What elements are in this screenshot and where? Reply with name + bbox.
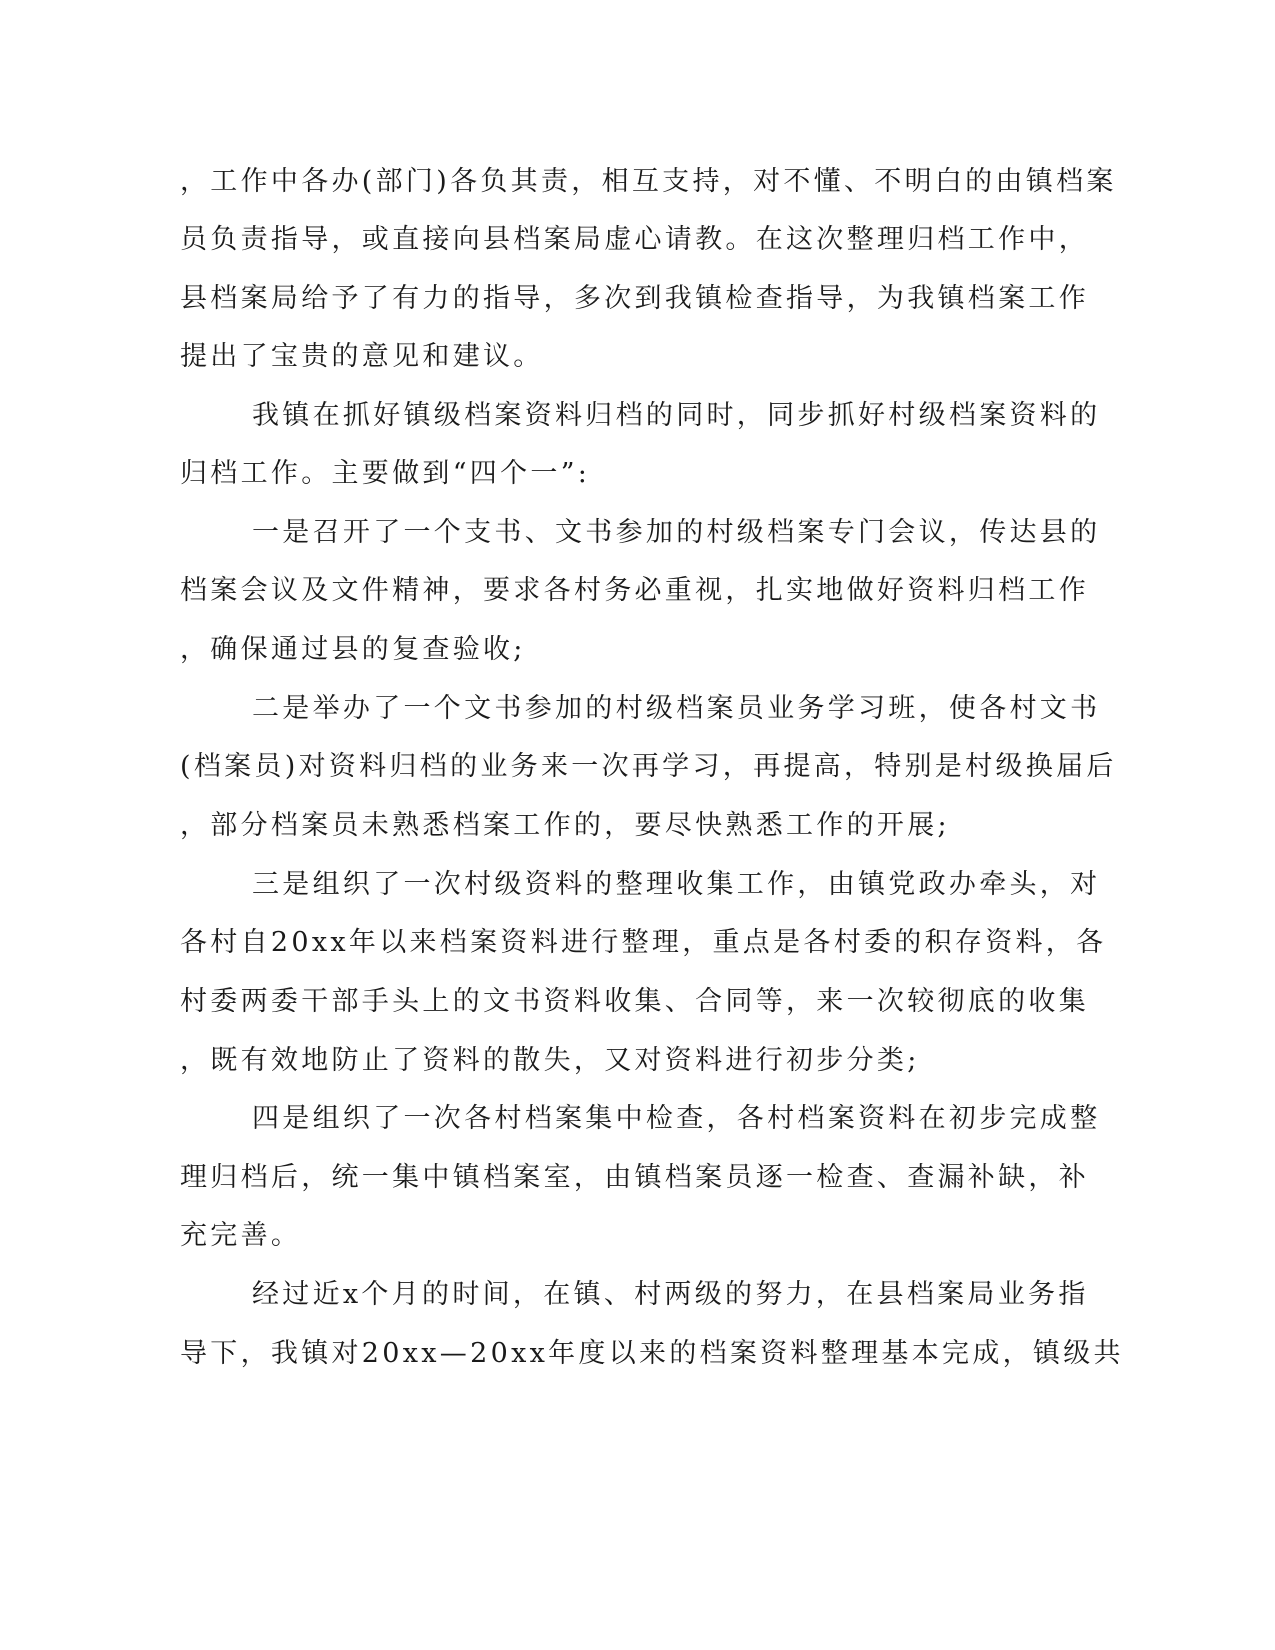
paragraph-first-line: 四是组织了一次各村档案集中检查，各村档案资料在初步完成整 [252,1103,1101,1134]
text-line: 提出了宝贵的意见和建议。 [180,341,544,372]
text-line: ，工作中各办(部门)各负其责，相互支持，对不懂、不明白的由镇档案 [180,166,1117,197]
text-line: ，部分档案员未熟悉档案工作的，要尽快熟悉工作的开展; [180,810,950,841]
text-line: ，确保通过县的复查验收; [180,634,526,665]
text-line: 导下，我镇对20xx—20xx年度以来的档案资料整理基本完成，镇级共 [180,1338,1124,1369]
paragraph-first-line: 一是召开了一个支书、文书参加的村级档案专门会议，传达县的 [252,517,1101,548]
text-line: 归档工作。主要做到“四个一”: [180,458,591,489]
text-line: 员负责指导，或直接向县档案局虚心请教。在这次整理归档工作中， [180,224,1089,255]
text-line: ，既有效地防止了资料的散失，又对资料进行初步分类; [180,1045,920,1076]
paragraph-first-line: 经过近x个月的时间，在镇、村两级的努力，在县档案局业务指 [252,1279,1089,1310]
text-line: 各村自20xx年以来档案资料进行整理，重点是各村委的积存资料，各 [180,927,1107,958]
text-line: 充完善。 [180,1220,302,1251]
paragraph-first-line: 三是组织了一次村级资料的整理收集工作，由镇党政办牵头，对 [252,869,1101,900]
text-line: 县档案局给予了有力的指导，多次到我镇检查指导，为我镇档案工作 [180,283,1089,314]
text-line: (档案员)对资料归档的业务来一次再学习，再提高，特别是村级换届后 [180,751,1117,782]
text-line: 村委两委干部手头上的文书资料收集、合同等，来一次较彻底的收集 [180,986,1089,1017]
text-line: 档案会议及文件精神，要求各村务必重视，扎实地做好资料归档工作 [180,575,1089,606]
paragraph-first-line: 我镇在抓好镇级档案资料归档的同时，同步抓好村级档案资料的 [252,400,1101,431]
text-line: 理归档后，统一集中镇档案室，由镇档案员逐一检查、查漏补缺，补 [180,1162,1089,1193]
paragraph-first-line: 二是举办了一个文书参加的村级档案员业务学习班，使各村文书 [252,693,1101,724]
